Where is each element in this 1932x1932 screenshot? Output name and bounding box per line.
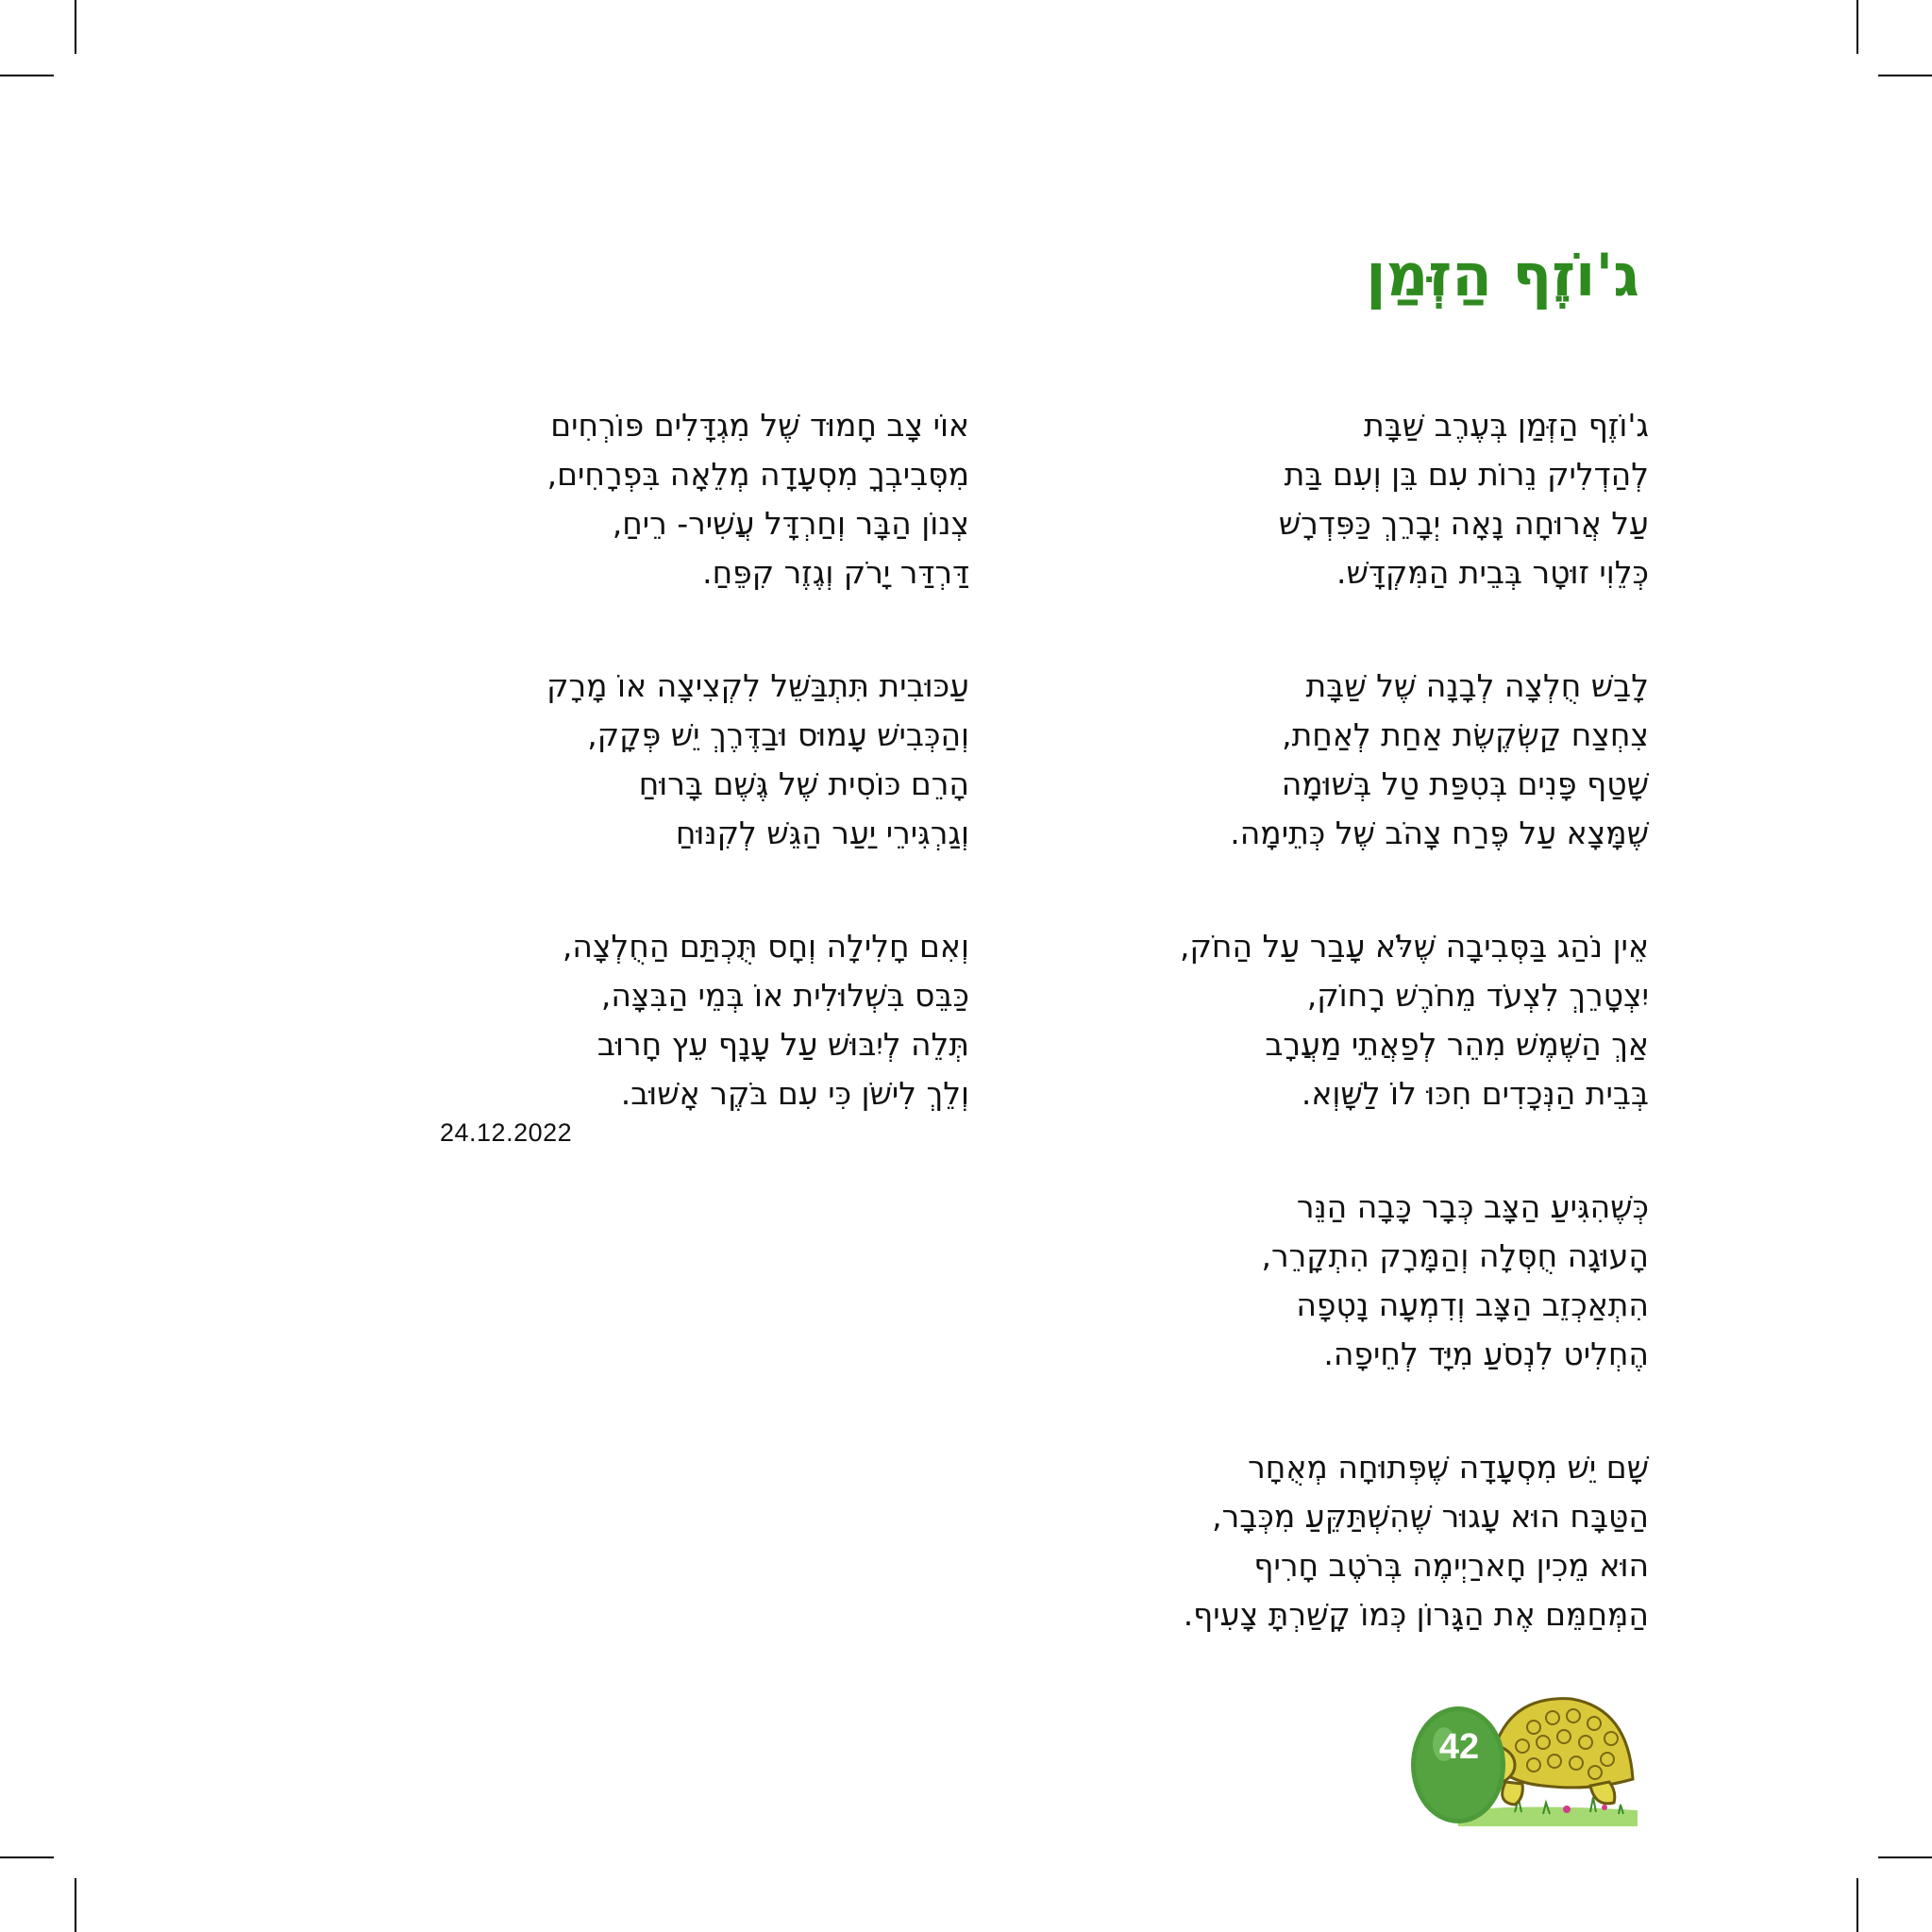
- poem-date: 24.12.2022: [440, 1118, 573, 1147]
- stanza: [441, 662, 969, 858]
- stanza: [1120, 1183, 1649, 1379]
- page-number: 42: [1438, 1727, 1480, 1767]
- poem-line: הַטַּבָּח הוּא עָגוּר שֶׁהִשְׁתַּקֵּעַ מִכְּבָר,: [1212, 1498, 1649, 1535]
- crop-mark-top-left-horizontal: [0, 75, 54, 76]
- crop-mark-top-right-horizontal: [1878, 75, 1932, 76]
- stanza: [1120, 922, 1649, 1118]
- poem-column-right: [1120, 401, 1649, 1704]
- poem-line: הַמְּחַמֵּם אֶת הַגָּרוֹן כְּמוֹ קָשַׁרְתָּ צָעִיף.: [1183, 1596, 1649, 1633]
- poem-line: עַל אֲרוּחָה נָאָה יְבָרֵךְ כַּפִּדְרָשׁ: [1278, 505, 1649, 542]
- poem-line: עַכּוּבִית תִּתְבַּשֵּׁל לִקְצִיצָה אוֹ מָרָק: [546, 667, 969, 704]
- poem-line: וְגַרְגִּירֵי יַעַר הַגֵּשׁ לְקִנּוּחַ: [675, 815, 969, 851]
- page-badge: [1402, 1671, 1642, 1836]
- poem-line: שָׁטַף פָּנִים בְּטִפַּת טַל בְּשׁוּמָה: [1281, 765, 1649, 802]
- crop-mark-bottom-left-vertical: [75, 1878, 76, 1932]
- poem-line: צִחְצַח קַשְׂקֶשֶׂת אַחַת לְאַחַת,: [1282, 716, 1649, 753]
- stanza: [441, 401, 969, 597]
- poem-line: צְנוֹן הַבָּר וְחַרְדָּל עֲשִׁיר- רֵיחַ,: [612, 505, 969, 542]
- poem-line: לָבַשׁ חֻלְצָה לְבָנָה שֶׁל שַׁבָּת: [1305, 667, 1649, 704]
- crop-mark-bottom-left-horizontal: [0, 1856, 54, 1858]
- poem-line: שָׁם יֵשׁ מִסְעָדָה שֶׁפְּתוּחָה מְאֻחָר: [1248, 1449, 1649, 1486]
- poem-line: הָרֵם כּוֹסִית שֶׁל גֶּשֶׁם בָּרוּחַ: [638, 765, 969, 802]
- crop-mark-top-right-vertical: [1856, 0, 1858, 54]
- poem-column-left: [441, 401, 969, 1183]
- poem-line: וְלֵךְ לִישֹׁן כִּי עִם בֹּקֶר אָשׁוּב.: [620, 1075, 969, 1112]
- poem-line: הָעוּגָה חֻסְּלָה וְהַמָּרָק הִתְקָרֵר,: [1261, 1237, 1649, 1274]
- poem-line: אַךְ הַשֶּׁמֶשׁ מִהֵר לְפַאֲתֵי מַעֲרָב: [1265, 1026, 1649, 1063]
- stanza: [1120, 1443, 1649, 1639]
- poem-line: תְּלֵה לְיִבּוּשׁ עַל עָנָף עֵץ חָרוּב: [596, 1026, 969, 1063]
- poem-line: אֵין נֹהַג בַּסְּבִיבָה שֶׁלֹּא עָבַר עַל הַחֹק,: [1180, 928, 1649, 965]
- poem-line: כְּשֶׁהִגִּיעַ הַצָּב כְּבָר כָּבָה הַנֵּר: [1296, 1188, 1649, 1225]
- poem-line: הֶחְלִיט לִנְסֹעַ מִיָּד לְחֵיפָה.: [1323, 1336, 1649, 1372]
- stanza: [441, 922, 969, 1118]
- poem-line: לְהַדְלִיק נֵרוֹת עִם בֵּן וְעִם בַּת: [1284, 456, 1649, 493]
- poem-line: שֶׁמָּצָא עַל פֶּרַח צָהֹב שֶׁל כְּתֵימָה.: [1230, 815, 1649, 851]
- crop-mark-bottom-right-vertical: [1856, 1878, 1858, 1932]
- crop-mark-top-left-vertical: [75, 0, 76, 54]
- poem-line: אוֹי צָב חָמוּד שֶׁל מִגְדָּלִים פּוֹרְחִים: [550, 407, 969, 444]
- poem-line: הִתְאַכְזֵב הַצָּב וְדִמְעָה נָטְפָה: [1296, 1286, 1649, 1323]
- poem-line: דַּרְדַּר יָרֹק וְגֶזֶר קִפֵּחַ.: [702, 554, 969, 591]
- poem-line: יִצְטָרֵךְ לִצְעֹד מֵחֹרֶשׁ רָחוֹק,: [1306, 977, 1649, 1014]
- stanza: [1120, 662, 1649, 858]
- poem-line: הוּא מֵכִין חָארַיְימֶה בְּרֹטֶב חָרִיף: [1253, 1547, 1649, 1584]
- poem-line: וְאִם חָלִילָה וְחָס תֻּכְתַּם הַחֻלְצָה,: [562, 928, 969, 965]
- stanza: [1120, 401, 1649, 597]
- poem-title: ג'וֹזֶף הַזְּמַן: [1366, 241, 1639, 310]
- poem-line: בְּבֵית הַנְּכָדִים חִכּוּ לוֹ לַשָּׁוְא.: [1301, 1075, 1649, 1112]
- poem-line: מִסְּבִיבְךָ מִסְעָדָה מְלֵאָה בִּפְרָחִים,: [546, 456, 969, 493]
- poem-line: ג'וֹזֶף הַזְּמַן בְּעֶרֶב שַׁבָּת: [1364, 407, 1649, 444]
- crop-mark-bottom-right-horizontal: [1878, 1856, 1932, 1858]
- poem-line: כַּבֵּס בִּשְׁלוּלִית אוֹ בְּמֵי הַבִּצָּה,: [600, 977, 969, 1014]
- poem-line: וְהַכְּבִישׁ עָמוּס וּבַדֶּרֶךְ יֵשׁ פְּקָק,: [587, 716, 969, 753]
- poem-line: כְּלֵוִי זוּטָר בְּבֵית הַמִּקְדָּשׁ.: [1336, 554, 1649, 591]
